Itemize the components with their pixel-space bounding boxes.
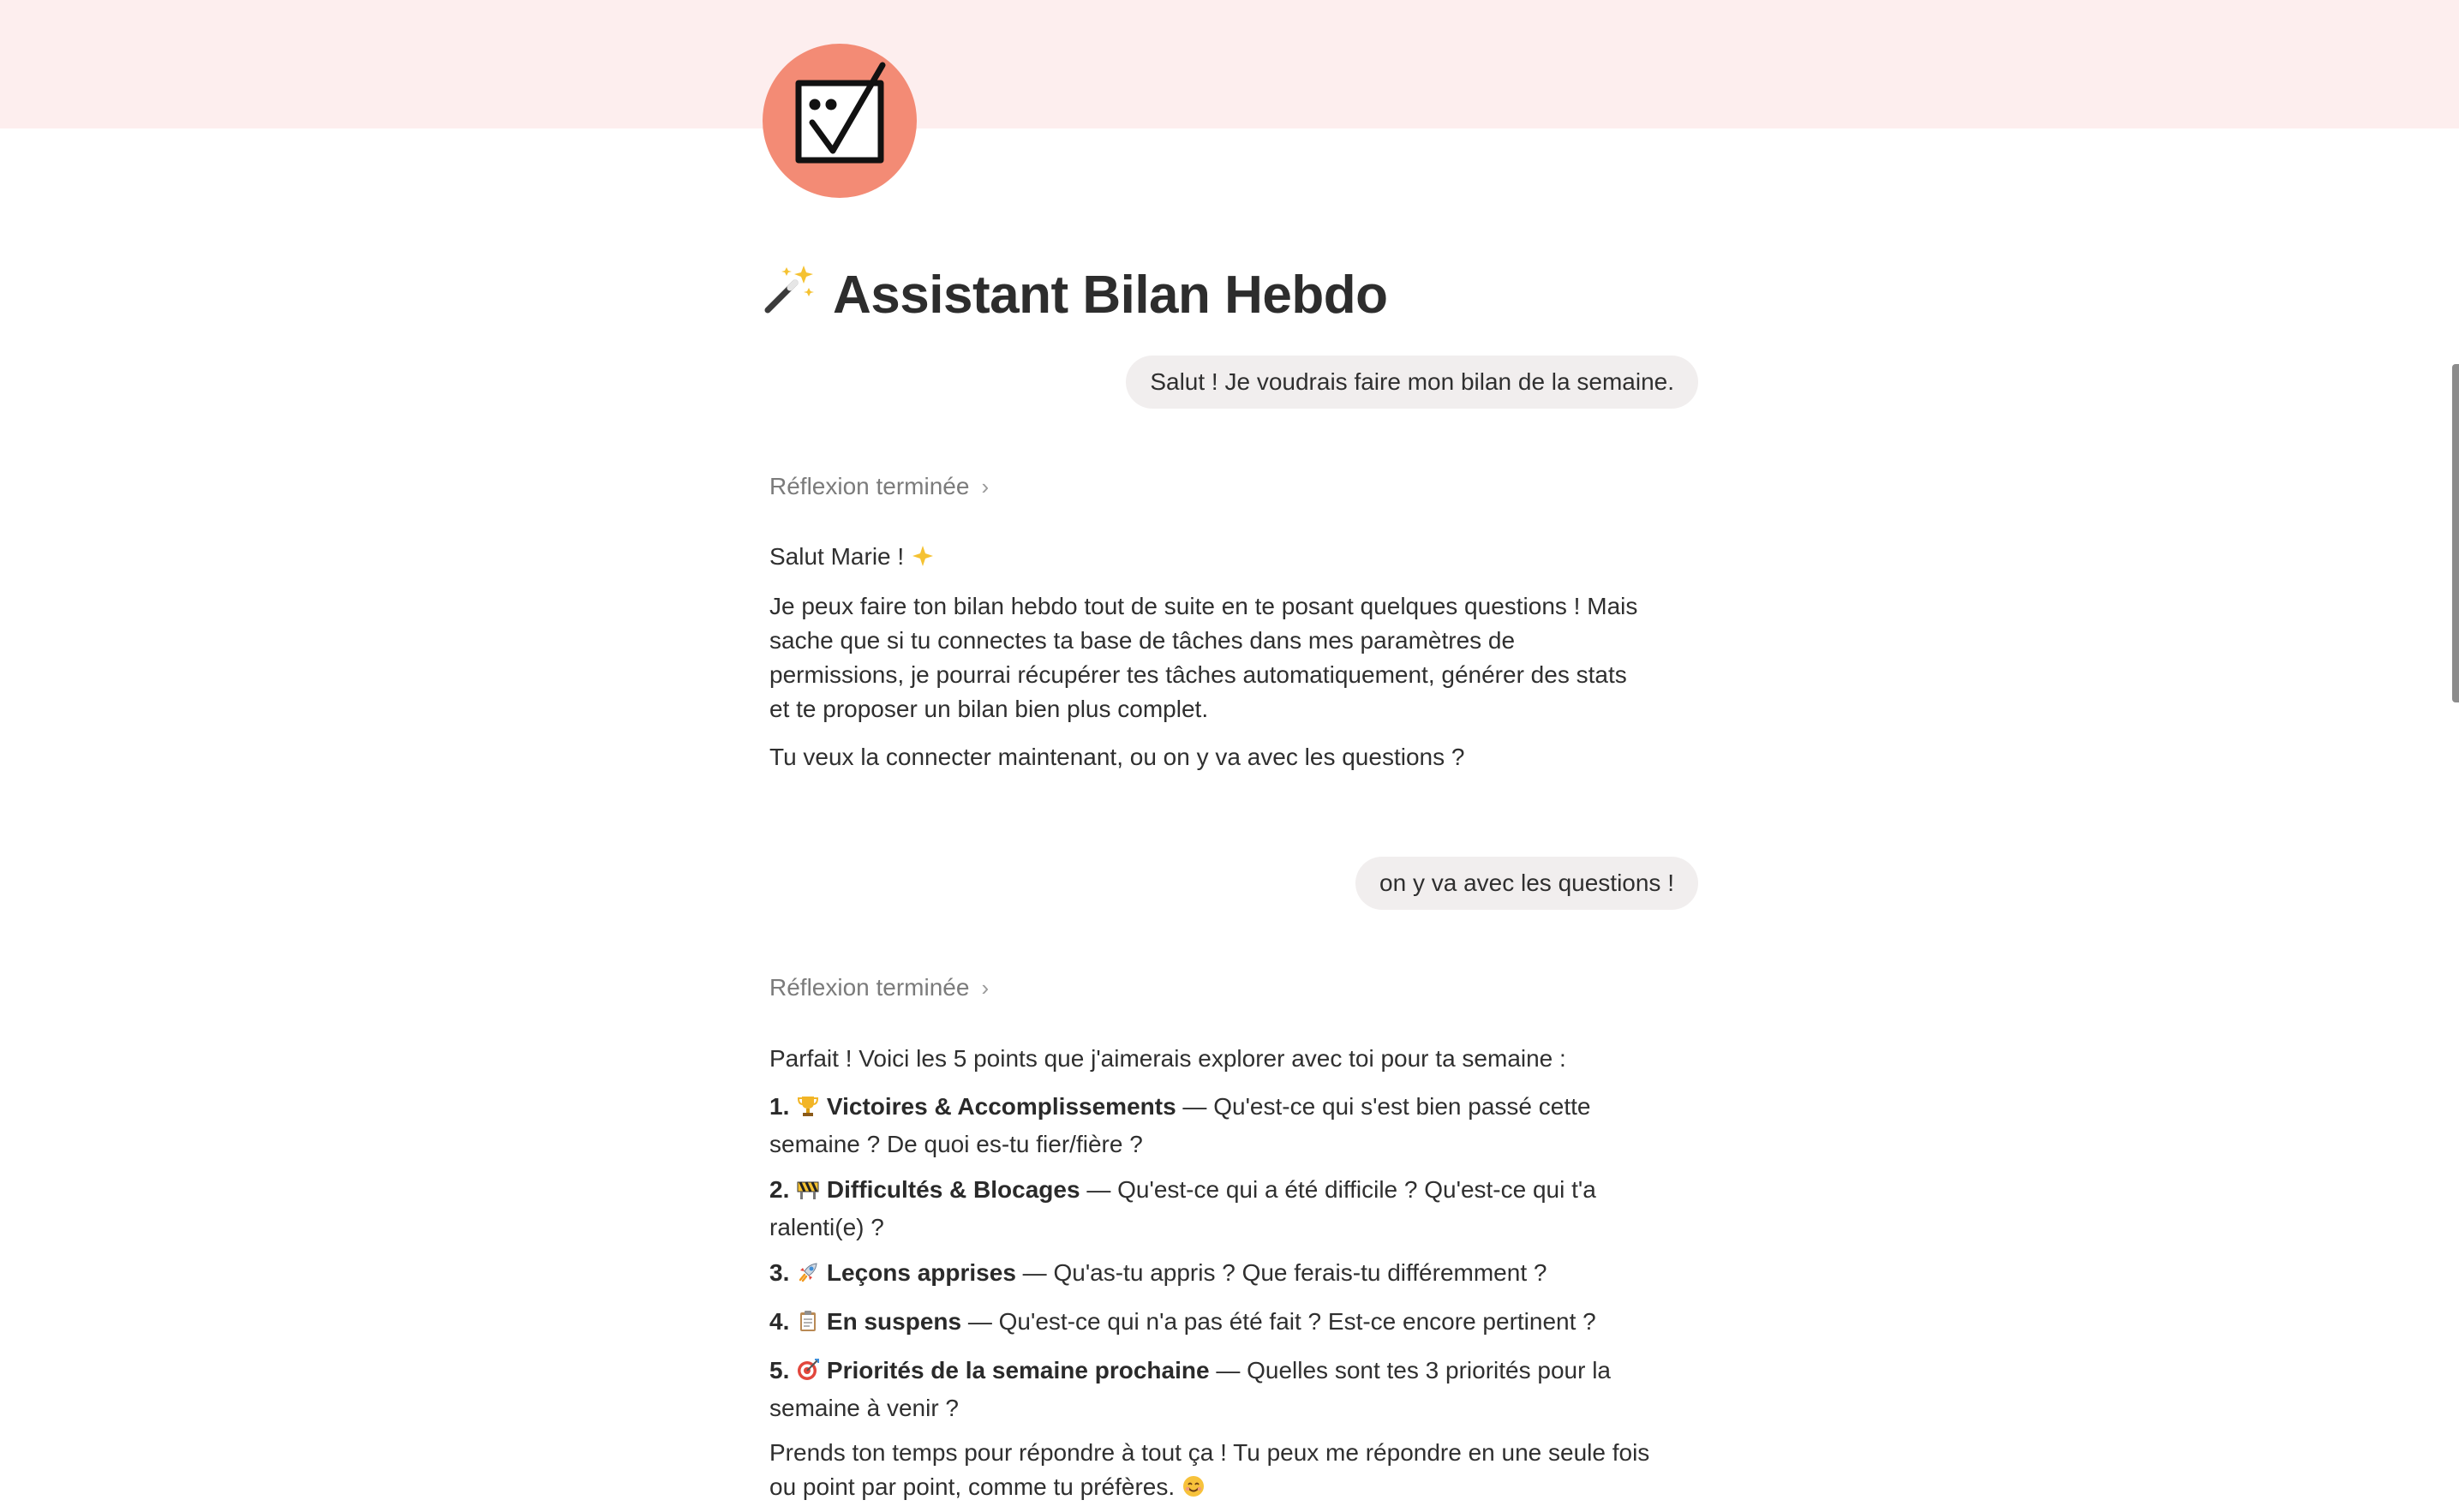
paragraph-line: et te proposer un bilan bien plus complet. [769,696,1209,722]
rocket-icon [796,1259,820,1294]
list-item-number: 5. [769,1357,790,1384]
chevron-right-icon: › [981,974,990,1001]
list-item-title: Difficultés & Blocages [826,1176,1080,1203]
assistant-outro [769,1436,1703,1508]
user-message-bubble [1355,857,1698,910]
list-item-title: Leçons apprises [826,1259,1016,1286]
assistant-greeting [769,540,1703,577]
paragraph-line: Prends ton temps pour répondre à tout ça ! Tu peux me répondre en une seule fois [769,1439,1650,1466]
clipboard-icon [796,1308,820,1342]
user-message-text: Salut ! Je voudrais faire mon bilan de la semaine. [1150,368,1674,395]
construction-icon [796,1176,820,1210]
list-item [769,1090,1703,1162]
list-item-text: semaine à venir ? [769,1395,960,1421]
page-title-text: Assistant Bilan Hebdo [833,265,1388,325]
list-item-number: 2. [769,1176,790,1203]
greeting-text: Salut Marie ! [769,543,905,570]
paragraph-line: ou point par point, comme tu préfères. [769,1473,1176,1500]
list-item-title: Victoires & Accomplissements [826,1093,1176,1120]
list-item-number: 4. [769,1308,790,1335]
assistant-paragraph [769,589,1703,726]
checkbox-face-icon[interactable] [763,44,917,198]
chevron-right-icon: › [981,473,990,499]
list-item [769,1354,1703,1425]
list-item-title: Priorités de la semaine prochaine [826,1357,1210,1384]
target-icon [796,1357,820,1391]
page-cover [0,0,2459,128]
thinking-toggle[interactable] [769,974,989,1001]
list-item [769,1256,1703,1294]
assistant-question: Tu veux la connecter maintenant, ou on y va avec les questions ? [769,744,1465,770]
page-title [763,259,1388,331]
list-item [769,1173,1703,1245]
user-message-text: on y va avec les questions ! [1379,870,1674,896]
list-item-text: — Qu'as-tu appris ? Que ferais-tu différemment ? [1015,1259,1547,1286]
list-item-text: — Qu'est-ce qui n'a pas été fait ? Est-ce encore pertinent ? [961,1308,1596,1335]
thinking-label: Réflexion terminée [769,473,970,499]
list-item-text: — Qu'est-ce qui a été difficile ? Qu'est-ce qui t'a [1080,1176,1596,1203]
thinking-label: Réflexion terminée [769,974,970,1001]
paragraph-line: sache que si tu connectes ta base de tâches dans mes paramètres de [769,627,1516,654]
thinking-toggle[interactable] [769,473,989,500]
list-item-text: semaine ? De quoi es-tu fier/fière ? [769,1131,1143,1157]
paragraph-line: Je peux faire ton bilan hebdo tout de suite en te posant quelques questions ! Mais [769,593,1638,619]
list-item [769,1305,1703,1342]
assistant-intro: Parfait ! Voici les 5 points que j'aimerais explorer avec toi pour ta semaine : [769,1045,1566,1072]
scrollbar-thumb[interactable] [2452,364,2459,702]
list-item-number: 1. [769,1093,790,1120]
sparkle-star-icon [911,543,935,577]
list-item-text: ralenti(e) ? [769,1214,884,1240]
magic-wand-icon [763,262,816,328]
paragraph-line: permissions, je pourrai récupérer tes tâches automatiquement, générer des stats [769,661,1627,688]
list-item-title: En suspens [826,1308,962,1335]
trophy-icon [796,1093,820,1127]
user-message-bubble [1126,356,1698,409]
list-item-text: — Quelles sont tes 3 priorités pour la [1209,1357,1611,1384]
list-item-text: — Qu'est-ce qui s'est bien passé cette [1176,1093,1591,1120]
list-item-number: 3. [769,1259,790,1286]
smiling-face-icon [1182,1473,1206,1508]
